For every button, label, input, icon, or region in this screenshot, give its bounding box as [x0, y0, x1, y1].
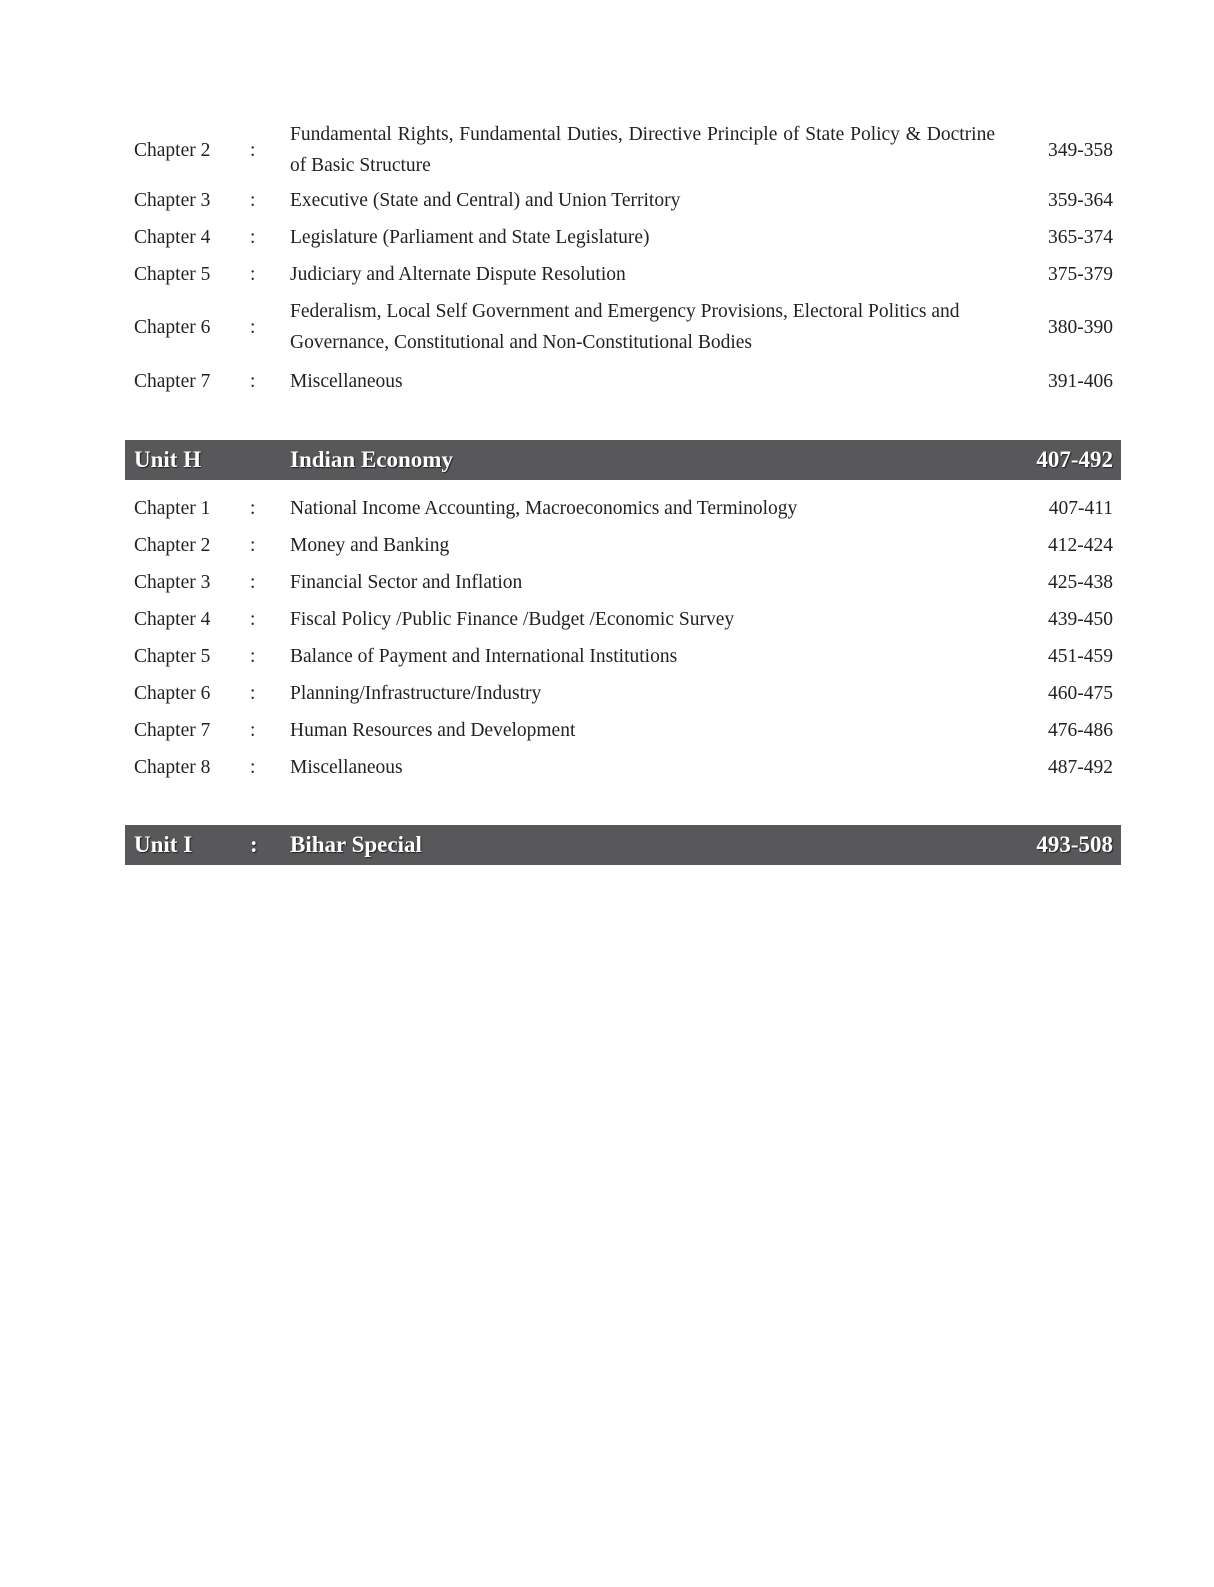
chapter-label: Chapter 6 — [134, 683, 211, 704]
page-range: 439-450 — [1048, 609, 1113, 630]
unit-title: Indian Economy — [290, 447, 453, 472]
toc-row — [125, 564, 1121, 601]
toc-row — [125, 675, 1121, 712]
chapter-label: Chapter 7 — [134, 370, 211, 392]
page-range: 412-424 — [1048, 535, 1113, 556]
chapter-title: Executive (State and Central) and Union Territory — [290, 190, 681, 211]
chapter-label: Chapter 1 — [134, 498, 211, 519]
chapter-title: Judiciary and Alternate Dispute Resolution — [290, 264, 626, 285]
page-range: 487-492 — [1048, 757, 1113, 778]
separator: : — [250, 498, 256, 519]
chapter-title: Miscellaneous — [290, 757, 403, 778]
chapter-title: Human Resources and Development — [290, 720, 576, 741]
unit-label: Unit H — [134, 447, 202, 472]
toc-row — [125, 601, 1121, 638]
chapter-label: Chapter 5 — [134, 264, 211, 285]
chapter-title: Planning/Infrastructure/Industry — [290, 683, 542, 704]
separator: : — [250, 316, 256, 338]
unit-page-range: 493-508 — [1036, 832, 1113, 857]
toc-row — [125, 219, 1121, 256]
chapter-label: Chapter 4 — [134, 227, 211, 248]
toc-row — [125, 293, 1121, 361]
page-range: 359-364 — [1048, 190, 1113, 211]
separator: : — [250, 139, 256, 161]
separator: : — [250, 190, 256, 211]
unit-page-range: 407-492 — [1036, 447, 1113, 472]
chapter-title: Money and Banking — [290, 535, 450, 556]
chapter-label: Chapter 3 — [134, 190, 211, 211]
chapter-title: National Income Accounting, Macroeconomics and Terminology — [290, 498, 798, 519]
unit-label: Unit I — [134, 832, 193, 857]
page-range: 349-358 — [1048, 139, 1113, 161]
separator: : — [250, 535, 256, 556]
toc-row — [125, 490, 1121, 527]
chapter-label: Chapter 8 — [134, 757, 211, 778]
separator: : — [250, 264, 256, 285]
page-range: 375-379 — [1048, 264, 1113, 285]
separator: : — [250, 572, 256, 593]
chapter-label: Chapter 3 — [134, 572, 211, 593]
page-range: 451-459 — [1048, 646, 1113, 667]
chapter-title: Miscellaneous — [290, 370, 403, 392]
unit-separator: : — [250, 832, 258, 857]
toc-row — [125, 118, 1121, 182]
toc-row — [125, 749, 1121, 786]
chapter-label: Chapter 5 — [134, 646, 211, 667]
separator: : — [250, 227, 256, 248]
toc-row — [125, 256, 1121, 293]
chapter-label: Chapter 6 — [134, 316, 211, 338]
page-range: 365-374 — [1048, 227, 1113, 248]
chapter-title: Fiscal Policy /Public Finance /Budget /Economic Survey — [290, 609, 735, 630]
toc-section-unit-h — [125, 490, 1121, 786]
chapter-title: Fundamental Rights, Fundamental Duties, Directive Principle of State Policy & Doctrine of Basic Structure — [290, 124, 995, 176]
page-range: 460-475 — [1048, 683, 1113, 704]
chapter-title: Financial Sector and Inflation — [290, 572, 523, 593]
page-range: 380-390 — [1048, 316, 1113, 338]
toc-row — [125, 527, 1121, 564]
separator: : — [250, 646, 256, 667]
page-range: 407-411 — [1048, 498, 1113, 519]
chapter-title: Balance of Payment and International Institutions — [290, 646, 678, 667]
chapter-label: Chapter 7 — [134, 720, 211, 741]
chapter-label: Chapter 2 — [134, 139, 211, 161]
page-range: 391-406 — [1048, 370, 1113, 392]
chapter-label: Chapter 4 — [134, 609, 211, 630]
unit-title: Bihar Special — [290, 832, 422, 857]
chapter-label: Chapter 2 — [134, 535, 211, 556]
separator: : — [250, 720, 256, 741]
page-range: 476-486 — [1048, 720, 1113, 741]
chapter-title: Federalism, Local Self Government and Emergency Provisions, Electoral Politics and Governance, Constitutional and Non-Constitutional Bodies — [290, 301, 960, 353]
separator: : — [250, 370, 256, 392]
toc-row — [125, 182, 1121, 219]
page-range: 425-438 — [1048, 572, 1113, 593]
toc-section-continued — [125, 118, 1121, 401]
unit-i-header — [125, 825, 1121, 865]
toc-row — [125, 361, 1121, 401]
separator: : — [250, 757, 256, 778]
unit-h-header — [125, 440, 1121, 480]
separator: : — [250, 683, 256, 704]
separator: : — [250, 609, 256, 630]
toc-row — [125, 712, 1121, 749]
toc-row — [125, 638, 1121, 675]
chapter-title: Legislature (Parliament and State Legislature) — [290, 227, 650, 248]
